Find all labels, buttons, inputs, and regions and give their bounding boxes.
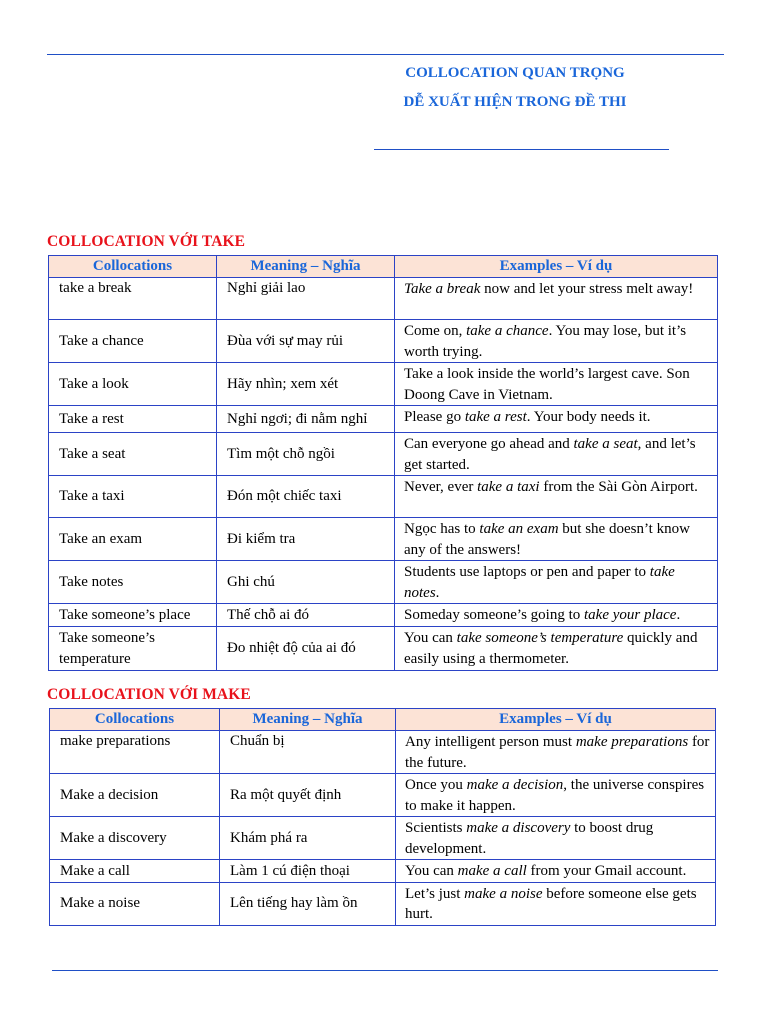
example-collocation-highlight: make a call xyxy=(457,863,527,879)
example-text: Take a look inside the world’s largest cave. Son Doong Cave in Vietnam. xyxy=(404,366,690,403)
example-collocation-highlight: take a chance xyxy=(466,323,549,339)
example-collocation-highlight: Take a break xyxy=(404,281,481,297)
meaning-cell: Lên tiếng hay làm ồn xyxy=(220,882,396,925)
make-collocation-table xyxy=(49,708,716,926)
example-text: to boost drug development. xyxy=(405,820,654,857)
bottom-rule xyxy=(52,970,718,971)
header-meaning: Meaning – Nghĩa xyxy=(217,256,395,278)
example-collocation-highlight: take your place xyxy=(584,607,677,623)
example-text: Any intelligent person must xyxy=(405,734,576,750)
table-row xyxy=(49,518,718,561)
title-underline xyxy=(374,149,669,150)
collocation-cell: Take an exam xyxy=(49,518,217,561)
example-text: Please go xyxy=(404,409,465,425)
example-cell xyxy=(395,406,718,433)
example-text: . xyxy=(676,607,681,623)
header-collocations: Collocations xyxy=(50,709,220,731)
header-examples: Examples – Ví dụ xyxy=(395,256,718,278)
collocation-cell: Take a chance xyxy=(49,320,217,363)
collocation-cell: take a break xyxy=(49,278,217,320)
header-collocations: Collocations xyxy=(49,256,217,278)
table-row xyxy=(49,476,718,518)
example-cell xyxy=(395,518,718,561)
collocation-cell: Take notes xyxy=(49,561,217,604)
example-text: now and let your stress melt away! xyxy=(480,281,694,297)
table-row xyxy=(50,817,716,860)
section-title-take: COLLOCATION VỚI TAKE xyxy=(47,233,246,250)
table-row xyxy=(49,433,718,476)
table-row xyxy=(49,363,718,406)
example-text: You can xyxy=(404,630,457,646)
meaning-cell: Làm 1 cú điện thoại xyxy=(220,860,396,883)
page-title-line-1: COLLOCATION QUAN TRỌNG xyxy=(405,65,625,81)
example-cell xyxy=(396,817,716,860)
table-row xyxy=(49,561,718,604)
meaning-cell: Tìm một chỗ ngồi xyxy=(217,433,395,476)
header-meaning: Meaning – Nghĩa xyxy=(220,709,396,731)
header-examples: Examples – Ví dụ xyxy=(396,709,716,731)
example-text: . Your body needs it. xyxy=(526,409,651,425)
example-collocation-highlight: make a decision xyxy=(466,777,564,793)
collocation-cell: Make a decision xyxy=(50,774,220,817)
take-collocation-table xyxy=(48,255,718,671)
example-text: Can everyone go ahead and xyxy=(404,436,574,452)
collocation-cell: Take a seat xyxy=(49,433,217,476)
page-title-line-2: DỄ XUẤT HIỆN TRONG ĐỀ THI xyxy=(403,94,627,110)
example-text: , the universe conspires to make it happen. xyxy=(405,777,705,814)
example-collocation-highlight: make preparations xyxy=(575,734,689,750)
example-cell xyxy=(396,774,716,817)
table-row xyxy=(50,882,716,925)
example-cell xyxy=(395,433,718,476)
example-text: Someday someone’s going to xyxy=(404,607,584,623)
collocation-cell: Take a rest xyxy=(49,406,217,433)
meaning-cell: Đi kiểm tra xyxy=(217,518,395,561)
example-text: quickly and easily using a thermometer. xyxy=(404,630,698,667)
example-text: Let’s just xyxy=(405,885,465,902)
collocation-cell: Take a look xyxy=(49,363,217,406)
example-text: Never, ever xyxy=(404,479,478,495)
example-collocation-highlight: take a taxi xyxy=(477,479,540,495)
example-text: for the future. xyxy=(405,734,710,771)
meaning-cell: Ghi chú xyxy=(217,561,395,604)
example-collocation-highlight: take a seat xyxy=(573,436,638,452)
meaning-cell: Thế chỗ ai đó xyxy=(217,604,395,627)
example-text: , and let’s get started. xyxy=(404,436,696,473)
collocation-cell: Take someone’s temperature xyxy=(49,627,217,671)
table-row xyxy=(49,278,718,320)
example-text: Students use laptops or pen and paper to xyxy=(404,564,650,580)
example-text: . You may lose, but it’s worth trying. xyxy=(404,323,687,360)
meaning-cell: Đùa với sự may rủi xyxy=(217,320,395,363)
meaning-cell: Đón một chiếc taxi xyxy=(217,476,395,518)
example-text: Once you xyxy=(405,777,467,793)
collocation-cell: Make a call xyxy=(50,860,220,883)
example-collocation-highlight: make a discovery xyxy=(466,820,571,836)
example-collocation-highlight: make a noise xyxy=(464,885,543,902)
example-text: Ngọc has to xyxy=(404,521,480,537)
table-row xyxy=(49,604,718,627)
collocation-cell: Make a noise xyxy=(50,882,220,925)
example-cell xyxy=(395,363,718,406)
meaning-cell: Khám phá ra xyxy=(220,817,396,860)
example-collocation-highlight: take notes xyxy=(404,564,675,601)
meaning-cell: Đo nhiệt độ của ai đó xyxy=(217,627,395,671)
table-row xyxy=(49,627,718,671)
example-cell xyxy=(396,882,716,925)
example-cell xyxy=(395,561,718,604)
table-row xyxy=(50,774,716,817)
top-rule xyxy=(47,54,724,55)
example-collocation-highlight: take someone’s temperature xyxy=(456,630,624,646)
example-cell xyxy=(395,320,718,363)
example-collocation-highlight: take an exam xyxy=(479,521,559,537)
table-row xyxy=(49,406,718,433)
example-text: Come on, xyxy=(404,323,467,339)
section-title-make: COLLOCATION VỚI MAKE xyxy=(47,686,251,703)
example-collocation-highlight: take a rest xyxy=(464,409,527,425)
table-header-row xyxy=(49,256,718,278)
example-cell xyxy=(395,278,718,320)
example-text: from the Sài Gòn Airport. xyxy=(539,479,698,495)
meaning-cell: Ra một quyết định xyxy=(220,774,396,817)
example-text: before someone else gets hurt. xyxy=(405,885,697,922)
collocation-cell: make preparations xyxy=(50,731,220,774)
collocation-cell: Take someone’s place xyxy=(49,604,217,627)
meaning-cell: Nghỉ ngơi; đi nằm nghỉ xyxy=(217,406,395,433)
example-text: You can xyxy=(405,863,458,879)
table-row xyxy=(50,860,716,883)
example-text: but she doesn’t know any of the answers! xyxy=(404,521,690,558)
meaning-cell: Nghỉ giải lao xyxy=(217,278,395,320)
example-cell xyxy=(396,731,716,774)
example-cell xyxy=(396,860,716,883)
meaning-cell: Chuẩn bị xyxy=(220,731,396,774)
table-row xyxy=(49,320,718,363)
table-row xyxy=(50,731,716,774)
collocation-cell: Take a taxi xyxy=(49,476,217,518)
example-text: from your Gmail account. xyxy=(526,863,687,879)
table-header-row xyxy=(50,709,716,731)
example-text: Scientists xyxy=(405,820,467,836)
meaning-cell: Hãy nhìn; xem xét xyxy=(217,363,395,406)
example-text: . xyxy=(435,584,440,601)
example-cell xyxy=(395,476,718,518)
collocation-cell: Make a discovery xyxy=(50,817,220,860)
example-cell xyxy=(395,604,718,627)
example-cell xyxy=(395,627,718,671)
